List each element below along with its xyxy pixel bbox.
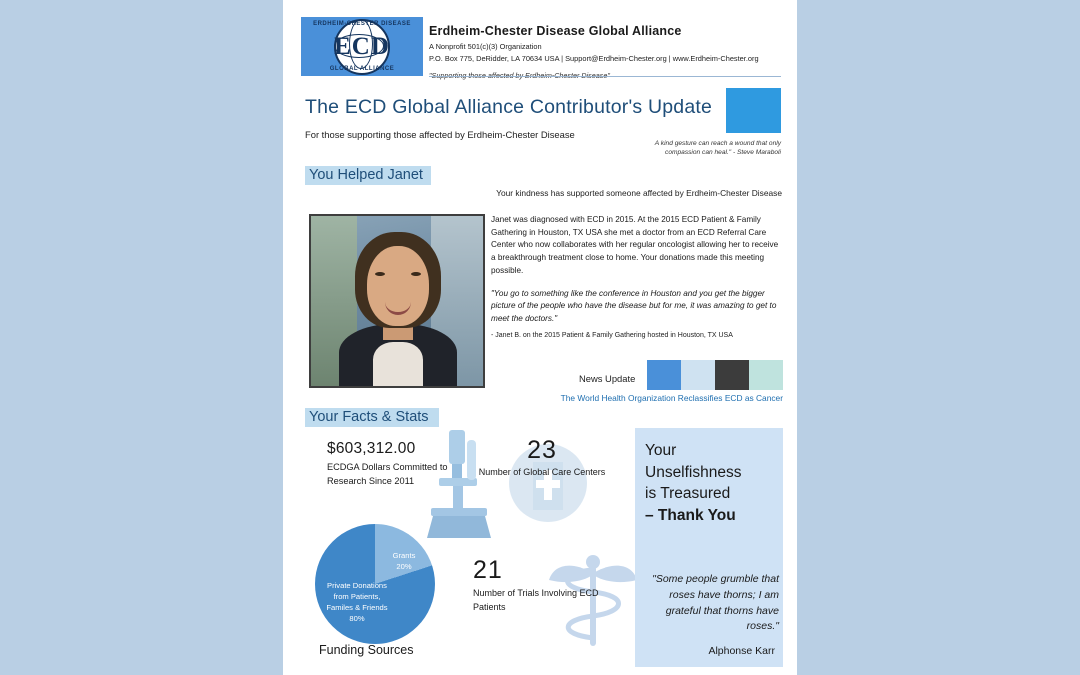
story-attribution: - Janet B. on the 2015 Patient & Family Gathering hosted in Houston, TX USA [491,331,733,339]
thank-you-line-1: Your [645,442,677,459]
centers-number: 23 [527,436,557,464]
money-committed-stat [327,440,475,489]
thank-you-line-4: – Thank You [645,507,736,525]
thank-you-line-2: Unselfishness [645,463,742,481]
decorative-blue-square [726,88,781,133]
organization-nonprofit-line: A Nonprofit 501(c)(3) Organization [429,42,542,51]
trials-number: 21 [473,556,503,584]
document-page [283,0,797,675]
story-quote: "You go to something like the conference in Houston and you get the bigger picture of the people who have the disease but for me, it was amazing to get to meet the doctors." [491,288,777,323]
news-swatch-2 [681,360,715,390]
pie-slice-label-grants [381,550,427,572]
photo-eye-left [375,272,385,276]
funding-sources-caption: Funding Sources [319,643,414,657]
newsletter-sheet [291,8,789,667]
ecd-global-alliance-logo [301,17,423,76]
panel-quote-author: Alphonse Karr [708,645,775,657]
money-caption: ECDGA Dollars Committed to Research Since 2011 [327,462,448,486]
thank-you-line-3: is Treasured [645,485,731,503]
header-quote: A kind gesture can reach a wound that only compassion can heal." - Steve Maraboli [654,140,781,156]
pie-private-value: 80% [349,614,365,623]
news-update-headline[interactable]: The World Health Organization Reclassifies ECD as Cancer [560,393,783,403]
page-subtitle: For those supporting those affected by Erdheim-Chester Disease [305,129,575,140]
pie-slice-label-private [325,580,389,624]
document-header [301,14,781,80]
panel-quote: "Some people grumble that roses have thorns; I am grateful that thorns have roses." [652,573,779,633]
pie-grants-value: 20% [396,562,412,571]
janet-photo [309,214,485,388]
page-title: The ECD Global Alliance Contributor's Update [305,96,713,118]
trials-stat [473,556,609,615]
header-divider [429,76,781,77]
news-swatch-4 [749,360,783,390]
photo-shirt [373,342,423,386]
section-you-helped [305,166,782,198]
pie-private-name: Private Donations from Patients, Familes & Friends [326,581,388,612]
thank-you-panel [635,428,783,667]
section-facts-stats [305,408,782,427]
news-swatch-3 [715,360,749,390]
thank-you-heading [645,440,777,527]
organization-info [429,14,781,80]
news-color-swatches [647,360,783,390]
news-update-label: News Update [579,373,636,384]
story-text-block [491,214,783,339]
news-update-block [541,360,783,412]
pie-grants-name: Grants [392,551,416,560]
logo-ring-bottom-text: GLOBAL ALLIANCE [329,66,395,72]
title-band [301,88,781,162]
money-amount: $603,312.00 [327,440,416,457]
hospital-cross-horizontal [536,480,560,488]
section-subheading-you-helped: Your kindness has supported someone affected by Erdheim-Chester Disease [496,188,782,198]
logo-monogram: ECD [334,32,390,60]
story-paragraph: Janet was diagnosed with ECD in 2015. At the 2015 ECD Patient & Family Gathering in Houston, TX USA she met a doctor from an ECD Referral Care Center who now collaborates with her regular oncologist allowing her to receive a breakthrough treatment close to home. Your donations made this meeting possible. [491,215,779,275]
trials-caption: Number of Trials Involving ECD Patients [473,588,599,612]
logo-ring-top-text: ERDHEIM-CHESTER DISEASE [313,21,411,27]
funding-sources-pie-chart [315,524,469,644]
news-swatch-1 [647,360,681,390]
organization-title: Erdheim-Chester Disease Global Alliance [429,24,682,38]
global-care-centers-stat [477,436,607,477]
organization-contact-line: P.O. Box 775, DeRidder, LA 70634 USA | Support@Erdheim-Chester.org | www.Erdheim-Chester.org [429,54,759,63]
photo-eye-right [411,272,421,276]
section-heading-facts-stats: Your Facts & Stats [305,408,439,427]
section-heading-you-helped: You Helped Janet [305,166,431,185]
centers-caption: Number of Global Care Centers [478,467,606,477]
